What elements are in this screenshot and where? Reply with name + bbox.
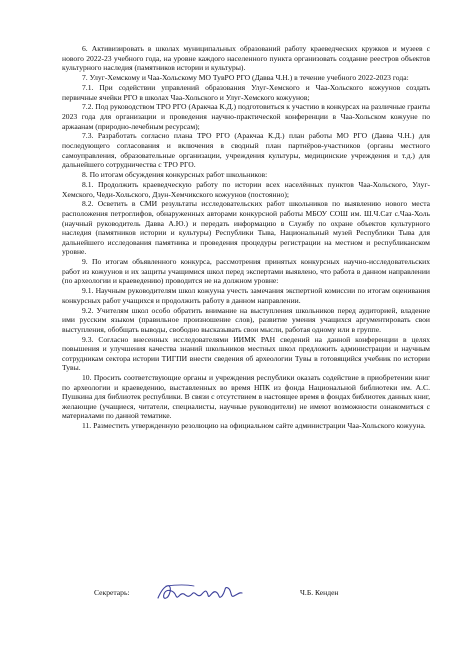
signature-block (62, 584, 430, 608)
paragraph-10: 10. Просить соответствующие органы и учреждения республики оказать содействие в приобретении книг по археологии и краеведению, выставленных во время НПК из фонда Национальной библиотеки им. А.С. Пушкина для библиотек республики. В связи с отсутствием в настоящее время в фондах библиотек данных книг, желающие (учащиеся, читатели, специалисты, научные руководители) не имеют возможности ознакомиться с материалами по данной тематике. (62, 373, 430, 421)
paragraph-8-1: 8.1. Продолжить краеведческую работу по истории всех населённых пунктов Чаа-Хольского, Улуг-Хемского, Чеди-Хольского, Дзун-Хемчикского кожуунов (постоянно); (62, 180, 430, 199)
paragraph-7-2: 7.2. Под руководством ТРО РГО (Аракчаа К.Д.) подготовиться к участию в конкурсах на различные гранты 2023 года для организации и проведения научно-практической конференции в Чаа-Хольском кожууне по аржаанам (природно-лечебным ресурсам); (62, 102, 430, 131)
paragraph-9-1: 9.1. Научным руководителям школ кожууна учесть замечания экспертной комиссии по итогам оценивания конкурсных работ учащихся и продолжить работу в данном направлении. (62, 286, 430, 305)
paragraph-8-2: 8.2. Осветить в СМИ результаты исследовательских работ школьников по выявлению нового места расположения петроглифов, обнаруженных авторами конкурсной работы МБОУ СОШ им. Ш.Ч.Сат с.Чаа-Холь (научный руководитель Давва А.Ю.) и передать информацию в Службу по охране объектов культурного наследия (памятников истории и культуры) Республики Тыва, Национальный музей Республики Тыва для дальнейшего исследования памятника и проведения процедуры регистрации на местном и республиканском уровне. (62, 199, 430, 257)
paragraph-6: 6. Активизировать в школах муниципальных образований работу краеведческих кружков и музеев с нового 2022-23 учебного года, на уровне каждого населенного пункта организовать создание реестров объектов культурного наследия (памятников истории и культуры). (62, 44, 430, 73)
paragraph-9-3: 9.3. Согласно внесенных исследователями ИИМК РАН сведений на данной конференции в целях повышения и улучшения качества знаний школьников местных школ предложить администрации и научным сотрудникам сектора истории ТИГПИ внести сведения об археологии Тувы в готовящийся учебник по истории Тувы. (62, 334, 430, 373)
paragraph-7-3: 7.3. Разработать согласно плана ТРО РГО (Аракчаа К.Д.) план работы МО РГО (Давва Ч.Н.) для последующего согласования и включения в сводный план партнёров-участников (органы местного самоуправления, образовательные организации, учреждения культуры, медицинские учреждения и т.д.) для дальнейшего сотрудничества с ТРО РГО. (62, 131, 430, 170)
paragraph-9-2: 9.2. Учителям школ особо обратить внимание на выступления школьников перед аудиторией, владение ими русским языком (правильное произношение слов), развитие умения учащихся аргументировать свои выступления, обобщать выводы, свободно высказывать свои мысли, работая одному или в группе. (62, 305, 430, 334)
paragraph-7-1: 7.1. При содействии управлений образования Улуг-Хемского и Чаа-Хольского кожуунов создать первичные ячейки РГО в школах Чаа-Хольского и Улуг-Хемского кожуунов; (62, 82, 430, 102)
resolution-body (62, 44, 430, 431)
paragraph-8: 8. По итогам обсуждения конкурсных работ школьников: (82, 170, 268, 180)
secretary-label: Секретарь: (94, 588, 130, 597)
paragraph-7: 7. Улуг-Хемскому и Чаа-Хольскому МО ТувРО РГО (Давва Ч.Н.) в течение учебного 2022-2023 года: (82, 73, 409, 83)
paragraph-9: 9. По итогам объявленного конкурса, рассмотрения принятых конкурсных научно-исследовательских работ из кожуунов и их защиты учащимися школ перед экспертами выявлено, что работа в данном направлении (по археологии и краеведению) проводится не на должном уровне: (62, 257, 430, 286)
secretary-name: Ч.Б. Кенден (300, 588, 339, 597)
handwritten-signature (154, 578, 246, 606)
paragraph-11: 11. Разместить утвержденную резолюцию на официальном сайте администрации Чаа-Хольского кожууна. (82, 421, 426, 431)
